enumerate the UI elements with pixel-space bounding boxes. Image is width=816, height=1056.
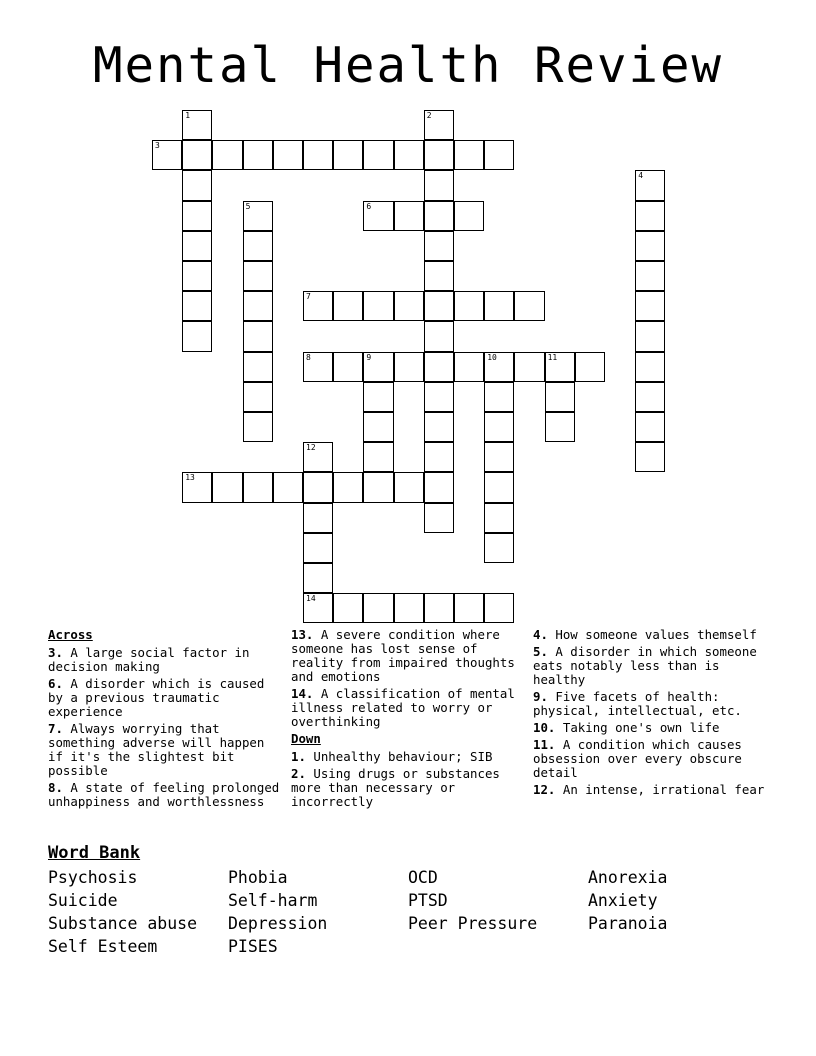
grid-cell[interactable] xyxy=(303,352,333,382)
word-bank xyxy=(48,868,768,956)
word-bank-item: Paranoia xyxy=(588,914,668,933)
clue-down-1: 1. Unhealthy behaviour; SIB xyxy=(291,749,493,764)
grid-cell[interactable] xyxy=(243,291,273,321)
clue-down-9: 9. Five facets of health: physical, intellectual, etc. xyxy=(533,689,742,718)
grid-cell[interactable] xyxy=(152,140,182,170)
clue-column-2 xyxy=(291,628,527,812)
cell-number: 13 xyxy=(185,473,195,483)
cell-number: 5 xyxy=(245,201,251,211)
grid-cell[interactable] xyxy=(363,140,393,170)
clue-across-7: 7. Always worrying that something adverse will happen if it's the slightest bit possible xyxy=(48,721,265,778)
grid-cell[interactable] xyxy=(424,382,454,412)
grid-cell[interactable] xyxy=(182,110,212,140)
grid-cell[interactable] xyxy=(635,261,665,291)
grid-cell[interactable] xyxy=(333,472,363,502)
clue-down-5: 5. A disorder in which someone eats notably less than is healthy xyxy=(533,644,757,687)
grid-cell[interactable] xyxy=(243,412,273,442)
clue-down-12: 12. An intense, irrational fear xyxy=(533,782,765,797)
clue-across-14: 14. A classification of mental illness related to worry or overthinking xyxy=(291,686,515,729)
clue-column-1 xyxy=(48,628,284,812)
grid-cell[interactable] xyxy=(243,140,273,170)
grid-cell[interactable] xyxy=(424,593,454,623)
grid-cell[interactable] xyxy=(182,321,212,351)
clue-down-10: 10. Taking one's own life xyxy=(533,720,720,735)
grid-cell[interactable] xyxy=(243,261,273,291)
grid-cell[interactable] xyxy=(363,593,393,623)
grid-cell[interactable] xyxy=(484,382,514,412)
word-bank-item: Psychosis xyxy=(48,868,138,887)
grid-cell[interactable] xyxy=(212,472,242,502)
grid-cell[interactable] xyxy=(363,201,393,231)
grid-cell[interactable] xyxy=(182,472,212,502)
cell-number: 6 xyxy=(366,201,372,211)
grid-cell[interactable] xyxy=(394,593,424,623)
grid-cell[interactable] xyxy=(635,201,665,231)
grid-cell[interactable] xyxy=(182,291,212,321)
grid-cell[interactable] xyxy=(424,261,454,291)
cell-number: 10 xyxy=(487,352,497,362)
grid-cell[interactable] xyxy=(303,593,333,623)
clue-across-13: 13. A severe condition where someone has lost sense of reality from impaired thoughts and emotions xyxy=(291,627,515,684)
grid-cell[interactable] xyxy=(243,321,273,351)
grid-cell[interactable] xyxy=(182,261,212,291)
grid-cell[interactable] xyxy=(635,231,665,261)
grid-cell[interactable] xyxy=(454,352,484,382)
grid-cell[interactable] xyxy=(635,170,665,200)
grid-cell[interactable] xyxy=(424,472,454,502)
clue-column-3 xyxy=(533,628,769,800)
cell-number: 8 xyxy=(306,352,311,362)
word-bank-item: Self-harm xyxy=(228,891,318,910)
grid-cell[interactable] xyxy=(333,140,363,170)
cell-number: 4 xyxy=(638,171,644,181)
grid-cell[interactable] xyxy=(454,201,484,231)
grid-cell[interactable] xyxy=(394,352,424,382)
grid-cell[interactable] xyxy=(182,170,212,200)
grid-cell[interactable] xyxy=(424,170,454,200)
grid-cell[interactable] xyxy=(484,140,514,170)
grid-cell[interactable] xyxy=(454,291,484,321)
grid-cell[interactable] xyxy=(363,442,393,472)
grid-cell[interactable] xyxy=(514,291,544,321)
grid-cell[interactable] xyxy=(394,472,424,502)
grid-cell[interactable] xyxy=(182,201,212,231)
down-heading: Down xyxy=(291,731,321,746)
clue-across-6: 6. A disorder which is caused by a previous traumatic experience xyxy=(48,676,265,719)
grid-cell[interactable] xyxy=(514,352,544,382)
grid-cell[interactable] xyxy=(243,231,273,261)
cell-number: 1 xyxy=(185,111,191,120)
grid-cell[interactable] xyxy=(484,533,514,563)
grid-cell[interactable] xyxy=(394,201,424,231)
grid-cell[interactable] xyxy=(182,231,212,261)
word-bank-item: Phobia xyxy=(228,868,288,887)
grid-cell[interactable] xyxy=(424,321,454,351)
grid-cell[interactable] xyxy=(424,291,454,321)
grid-cell[interactable] xyxy=(424,442,454,472)
grid-cell[interactable] xyxy=(484,503,514,533)
grid-cell[interactable] xyxy=(363,472,393,502)
grid-cell[interactable] xyxy=(303,533,333,563)
word-bank-item: Depression xyxy=(228,914,328,933)
grid-cell[interactable] xyxy=(273,140,303,170)
grid-cell[interactable] xyxy=(363,291,393,321)
grid-cell[interactable] xyxy=(303,140,333,170)
grid-cell[interactable] xyxy=(394,291,424,321)
word-bank-item: PTSD xyxy=(408,891,448,910)
word-bank-item: Anorexia xyxy=(588,868,668,887)
cell-number: 7 xyxy=(306,292,311,302)
grid-cell[interactable] xyxy=(243,352,273,382)
word-bank-item: PISES xyxy=(228,937,278,956)
grid-cell[interactable] xyxy=(243,472,273,502)
clue-down-4: 4. How someone values themself xyxy=(533,627,757,642)
grid-cell[interactable] xyxy=(484,442,514,472)
grid-cell[interactable] xyxy=(303,472,333,502)
grid-cell[interactable] xyxy=(484,352,514,382)
grid-cell[interactable] xyxy=(424,110,454,140)
grid-cell[interactable] xyxy=(212,140,242,170)
grid-cell[interactable] xyxy=(454,593,484,623)
grid-cell[interactable] xyxy=(424,231,454,261)
across-heading: Across xyxy=(48,627,93,642)
cell-number: 9 xyxy=(366,352,372,362)
word-bank-item: OCD xyxy=(408,868,438,887)
grid-cell[interactable] xyxy=(424,140,454,170)
cell-number: 3 xyxy=(155,141,160,151)
grid-cell[interactable] xyxy=(333,593,363,623)
word-bank-heading: Word Bank xyxy=(48,843,141,863)
grid-cell[interactable] xyxy=(545,412,575,442)
grid-cell[interactable] xyxy=(333,352,363,382)
grid-cell[interactable] xyxy=(484,472,514,502)
grid-cell[interactable] xyxy=(303,291,333,321)
grid-cell[interactable] xyxy=(635,321,665,351)
grid-cell[interactable] xyxy=(363,352,393,382)
grid-cell[interactable] xyxy=(394,140,424,170)
grid-cell[interactable] xyxy=(363,382,393,412)
grid-cell[interactable] xyxy=(545,352,575,382)
grid-cell[interactable] xyxy=(635,442,665,472)
grid-cell[interactable] xyxy=(182,140,212,170)
grid-cell[interactable] xyxy=(635,291,665,321)
cell-number: 2 xyxy=(426,111,432,120)
cell-number: 14 xyxy=(306,594,316,604)
grid-cell[interactable] xyxy=(484,412,514,442)
word-bank-item: Self Esteem xyxy=(48,937,158,956)
word-bank-item: Suicide xyxy=(48,891,118,910)
grid-cell[interactable] xyxy=(575,352,605,382)
word-bank-item: Substance abuse xyxy=(48,914,198,933)
grid-cell[interactable] xyxy=(484,291,514,321)
grid-cell[interactable] xyxy=(303,442,333,472)
word-bank-item: Anxiety xyxy=(588,891,658,910)
grid-cell[interactable] xyxy=(303,503,333,533)
grid-cell[interactable] xyxy=(424,503,454,533)
word-bank-item: Peer Pressure xyxy=(408,914,538,933)
clue-down-11: 11. A condition which causes obsession over every obscure detail xyxy=(533,737,742,780)
grid-cell[interactable] xyxy=(545,382,575,412)
grid-cell[interactable] xyxy=(363,412,393,442)
grid-cell[interactable] xyxy=(635,412,665,442)
grid-cell[interactable] xyxy=(333,291,363,321)
grid-cell[interactable] xyxy=(273,472,303,502)
grid-cell[interactable] xyxy=(635,382,665,412)
grid-cell[interactable] xyxy=(484,593,514,623)
page-title: Mental Health Review xyxy=(92,37,723,94)
grid-cell[interactable] xyxy=(243,382,273,412)
grid-cell[interactable] xyxy=(243,201,273,231)
grid-cell[interactable] xyxy=(454,140,484,170)
grid-cell[interactable] xyxy=(635,352,665,382)
clue-down-2: 2. Using drugs or substances more than necessary or incorrectly xyxy=(291,766,500,809)
grid-cell[interactable] xyxy=(424,201,454,231)
clue-across-8: 8. A state of feeling prolonged unhappiness and worthlessness xyxy=(48,780,280,809)
grid-cell[interactable] xyxy=(424,412,454,442)
grid-cell[interactable] xyxy=(424,352,454,382)
clue-across-3: 3. A large social factor in decision making xyxy=(48,645,250,674)
cell-number: 11 xyxy=(547,352,558,362)
grid-cell[interactable] xyxy=(303,563,333,593)
cell-number: 12 xyxy=(306,443,316,453)
